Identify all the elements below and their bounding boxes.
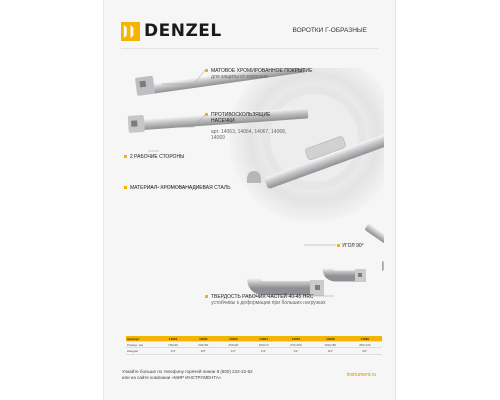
feature-hardness — [211, 294, 371, 307]
website-link[interactable]: instrument.ru — [346, 372, 376, 378]
feature-heading: ТВЕРДОСТЬ РАБОЧИХ ЧАСТЕЙ 40-45 HRC — [211, 294, 314, 300]
feature-angle — [342, 243, 364, 249]
footer-line: или на сайте компании «МИР ИНСТРУМЕНТА» — [122, 375, 222, 381]
table-cell: 270x150 — [279, 342, 313, 348]
table-header-cell: 14063 — [218, 336, 248, 342]
feature-bullet-icon — [205, 113, 208, 116]
feature-heading: 2 РАБОЧИЕ СТОРОНЫ — [130, 154, 185, 160]
feature-heading: МАТОВОЕ ХРОМИРОВАННОЕ ПОКРЫТИЕ — [211, 68, 313, 74]
table-cell: 3/4" — [313, 348, 347, 354]
feature-heading: МАТЕРИАЛ- ХРОМОВАНАДИЕВАЯ СТАЛЬ — [130, 185, 231, 191]
table-cell: Квадрат — [126, 348, 158, 354]
feature-heading: УГОЛ 90° — [342, 243, 364, 249]
spec-table — [126, 336, 382, 355]
table-cell: 1/2" — [218, 348, 248, 354]
table-header-cell: 14069 — [348, 336, 382, 342]
feature-sub: арт. 14063, 14064, 14067, 14068, 14069 — [211, 128, 287, 141]
feature-bullet-icon — [337, 244, 340, 247]
table-cell: 150x90 — [158, 342, 188, 348]
table-cell: 250x90 — [218, 342, 248, 348]
table-cell: 1/4" — [158, 348, 188, 354]
footer-contact — [122, 369, 253, 381]
table-cell: 1/2" — [279, 348, 313, 354]
feature-two-sides — [130, 154, 184, 160]
table-header-cell: 14061 — [158, 336, 188, 342]
table-header-cell: 14067 — [279, 336, 313, 342]
brand-name: DENZEL — [144, 20, 222, 41]
table-cell: 300x180 — [313, 342, 347, 348]
table-header-cell: 14068 — [313, 336, 347, 342]
table-cell: Размер, мм — [126, 342, 158, 348]
feature-sub: устойчивы к деформации при больших нагрузках — [211, 300, 326, 307]
feature-bullet-icon — [124, 155, 127, 158]
table-row — [126, 348, 382, 354]
feature-material — [130, 185, 231, 191]
table-header-cell: 14064 — [249, 336, 279, 342]
document-title: ВОРОТКИ Г-ОБРАЗНЫЕ — [292, 27, 367, 34]
feature-anti-slip — [211, 112, 291, 141]
feature-bullet-icon — [205, 295, 208, 298]
feature-sub: для защиты от коррозии — [211, 74, 268, 81]
product-sheet — [104, 0, 395, 400]
table-cell: 450x130 — [348, 342, 382, 348]
footer-line: Узнайте больше по телефону горячей линии 8 (800) 222-22-62 — [122, 369, 253, 374]
table-cell: 3/8" — [188, 348, 218, 354]
table-cell: 3/4" — [348, 348, 382, 354]
table-header-cell: Артикул — [126, 336, 158, 342]
table-cell: 300x73 — [249, 342, 279, 348]
feature-bullet-icon — [124, 186, 127, 189]
table-cell: 200x50 — [188, 342, 218, 348]
table-cell: 1/2" — [249, 348, 279, 354]
feature-heading: ПРОТИВОСКОЛЬЗЯЩИЕ НАСЕЧКИ — [211, 112, 271, 125]
feature-chrome-coating — [211, 68, 371, 81]
table-header-cell: 14062 — [188, 336, 218, 342]
feature-bullet-icon — [205, 69, 208, 72]
